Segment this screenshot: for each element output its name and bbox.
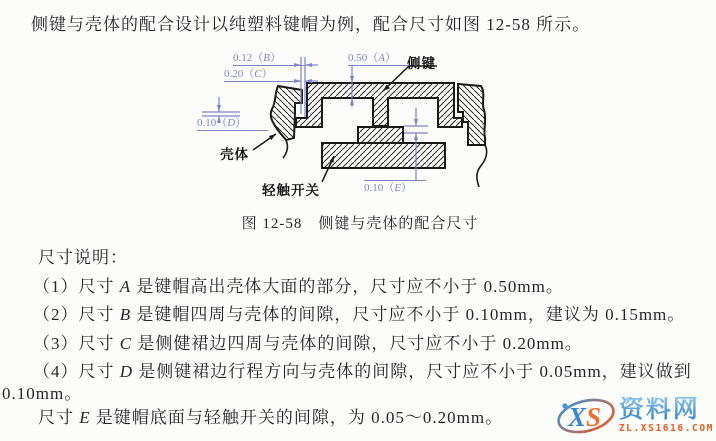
note-item-e: 尺寸 E 是键帽底面与轻触开关的间隙，为 0.05～0.20mm。 — [38, 408, 504, 427]
watermark — [555, 393, 714, 438]
note-item-1: （1）尺寸 A 是键帽高出壳体大面的部分，尺寸应不小于 0.50mm。 — [33, 277, 564, 296]
watermark-text-block — [619, 397, 714, 434]
note-item-3: （3）尺寸 C 是侧健裙边四周与壳体的间隙，尺寸应不小于 0.20mm。 — [33, 334, 583, 353]
watermark-xs-logo — [555, 393, 617, 438]
switch-base — [322, 143, 445, 168]
dim-label-d: 0.10（D） — [197, 117, 268, 131]
logo-xs-text: XS — [567, 402, 601, 432]
note-item-4-continued: 0.10mm。 — [2, 384, 83, 403]
dim-label-b: 0.12（B） — [233, 52, 305, 66]
housing-left-wall — [271, 86, 302, 140]
notes-heading: 尺寸说明： — [38, 248, 128, 267]
housing-right-wall — [458, 84, 485, 145]
watermark-site-name: 资料网 — [619, 397, 714, 422]
dim-label-a: 0.50（A） — [348, 52, 408, 66]
part-label-housing: 壳体 — [220, 147, 249, 162]
side-key-section — [296, 83, 462, 127]
dim-label-e: 0.10（E） — [364, 180, 426, 194]
watermark-site-url: ZL.XS1616.COM — [618, 423, 714, 434]
housing-left-break-line — [283, 140, 287, 158]
part-label-tact-switch: 轻触开关 — [262, 183, 320, 198]
logo-dot — [562, 403, 567, 408]
part-label-side-key: 侧键 — [407, 56, 436, 71]
note-item-2: （2）尺寸 B 是键帽四周与壳体的间隙，尺寸应不小于 0.10mm，建议为 0.15mm。 — [33, 305, 686, 324]
housing-right-break-line — [477, 145, 487, 187]
note-item-4: （4）尺寸 D 是侧键裙边行程方向与壳体的间隙，尺寸应不小于 0.05mm，建议做到 — [33, 362, 692, 381]
dim-label-c: 0.20（C） — [224, 68, 300, 82]
figure-caption: 图 12-58 侧键与壳体的配合尺寸 — [241, 216, 479, 232]
switch-actuator — [358, 127, 403, 143]
intro-paragraph: 侧键与壳体的配合设计以纯塑料键帽为例，配合尺寸如图 12-58 所示。 — [31, 15, 591, 34]
